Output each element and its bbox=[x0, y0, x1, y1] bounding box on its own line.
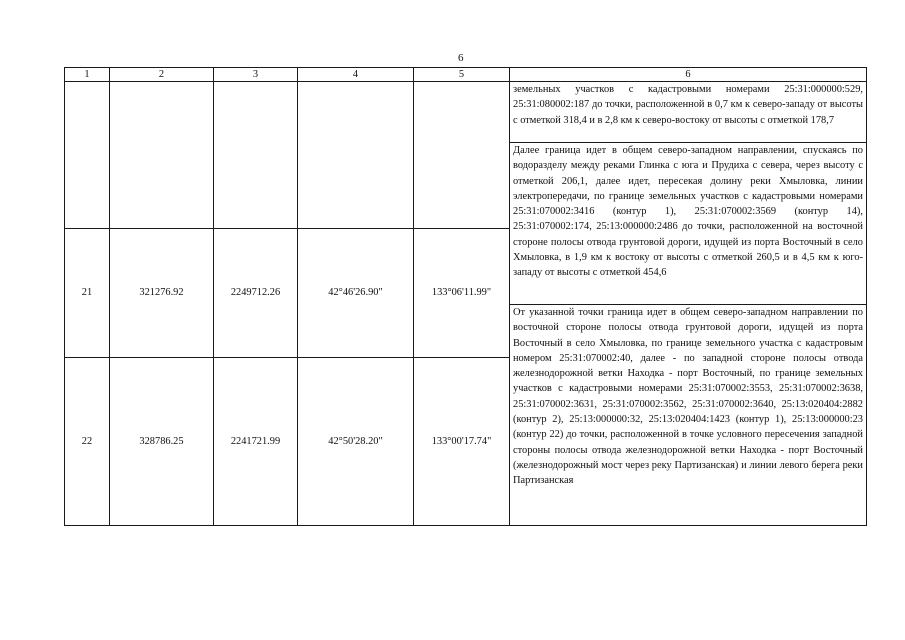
boundary-description: От указанной точки граница идет в общем северо-западном направлении по восточной стороне полосы отвода грунтовой дороги, идущей из порта Восточный в село Хмыловка, по границе земельного участка с кадастровым номером 25:31:070002:40, далее - по западной стороне полосы отвода железнодорожной ветки Находка - порт Восточный, по границе земельных участков с кадастровыми номерами 25:31:070002:3553, 25:31:070002:3638, 25:31:070002:3631, 25:31:070002:3562, 25:31:070002:3640, 25:13:020404:2882 (контур 2), 25:13:000000:32, 25:13:020404:1423 (контур 1), 25:13:000000:23 (контур 22) до точки, расположенной в точке условного пересечения западной стороны полосы отвода железнодорожной ветки Находка - порт Восточный (железнодорожный мост через реку Партизанская) и линии левого берега реки Партизанская bbox=[510, 305, 867, 526]
coordinate-y: 2249712.26 bbox=[214, 229, 298, 358]
coordinate-y: 2241721.99 bbox=[214, 358, 298, 526]
coordinate-x: 321276.92 bbox=[110, 229, 214, 358]
page-number: 6 bbox=[458, 52, 464, 64]
boundary-points-table bbox=[64, 67, 867, 526]
latitude: 42°50'28.20" bbox=[298, 358, 414, 526]
point-number: 22 bbox=[65, 358, 110, 526]
table-row bbox=[65, 82, 867, 143]
boundary-description: Далее граница идет в общем северо-западном направлении, спускаясь по водоразделу между реками Глинка с юга и Прудиха с севера, через высоту с отметкой 206,1, далее идет, пересекая долину реки Хмыловка, линии электропередачи, по границе земельных участков с кадастровыми номерами 25:31:070002:3416 (контур 1), 25:31:070002:3569 (контур 14), 25:31:070002:174, 25:13:000000:2486 до точки, расположенной на восточной стороне полосы отвода грунтовой дороги, идущей из порта Восточный в село Хмыловка, в 1,9 км к востоку от высоты с отметкой 260,5 и в 4,5 км к юго-западу от высоты с отметкой 454,6 bbox=[510, 143, 867, 305]
column-header-6: 6 bbox=[510, 68, 867, 82]
longitude: 133°06'11.99" bbox=[414, 229, 510, 358]
empty-cell bbox=[65, 82, 110, 229]
column-header-2: 2 bbox=[110, 68, 214, 82]
column-header-3: 3 bbox=[214, 68, 298, 82]
longitude: 133°00'17.74" bbox=[414, 358, 510, 526]
coordinate-x: 328786.25 bbox=[110, 358, 214, 526]
empty-cell bbox=[110, 82, 214, 229]
point-number: 21 bbox=[65, 229, 110, 358]
empty-cell bbox=[298, 82, 414, 229]
empty-cell bbox=[414, 82, 510, 229]
table-header-row bbox=[65, 68, 867, 82]
latitude: 42°46'26.90" bbox=[298, 229, 414, 358]
column-header-1: 1 bbox=[65, 68, 110, 82]
empty-cell bbox=[214, 82, 298, 229]
column-header-5: 5 bbox=[414, 68, 510, 82]
column-header-4: 4 bbox=[298, 68, 414, 82]
boundary-description: земельных участков с кадастровыми номерами 25:31:000000:529, 25:31:080002:187 до точки, расположенной в 0,7 км к северо-западу от высоты с отметкой 318,4 и в 2,8 км к северо-востоку от высоты с отметкой 178,7 bbox=[510, 82, 867, 143]
